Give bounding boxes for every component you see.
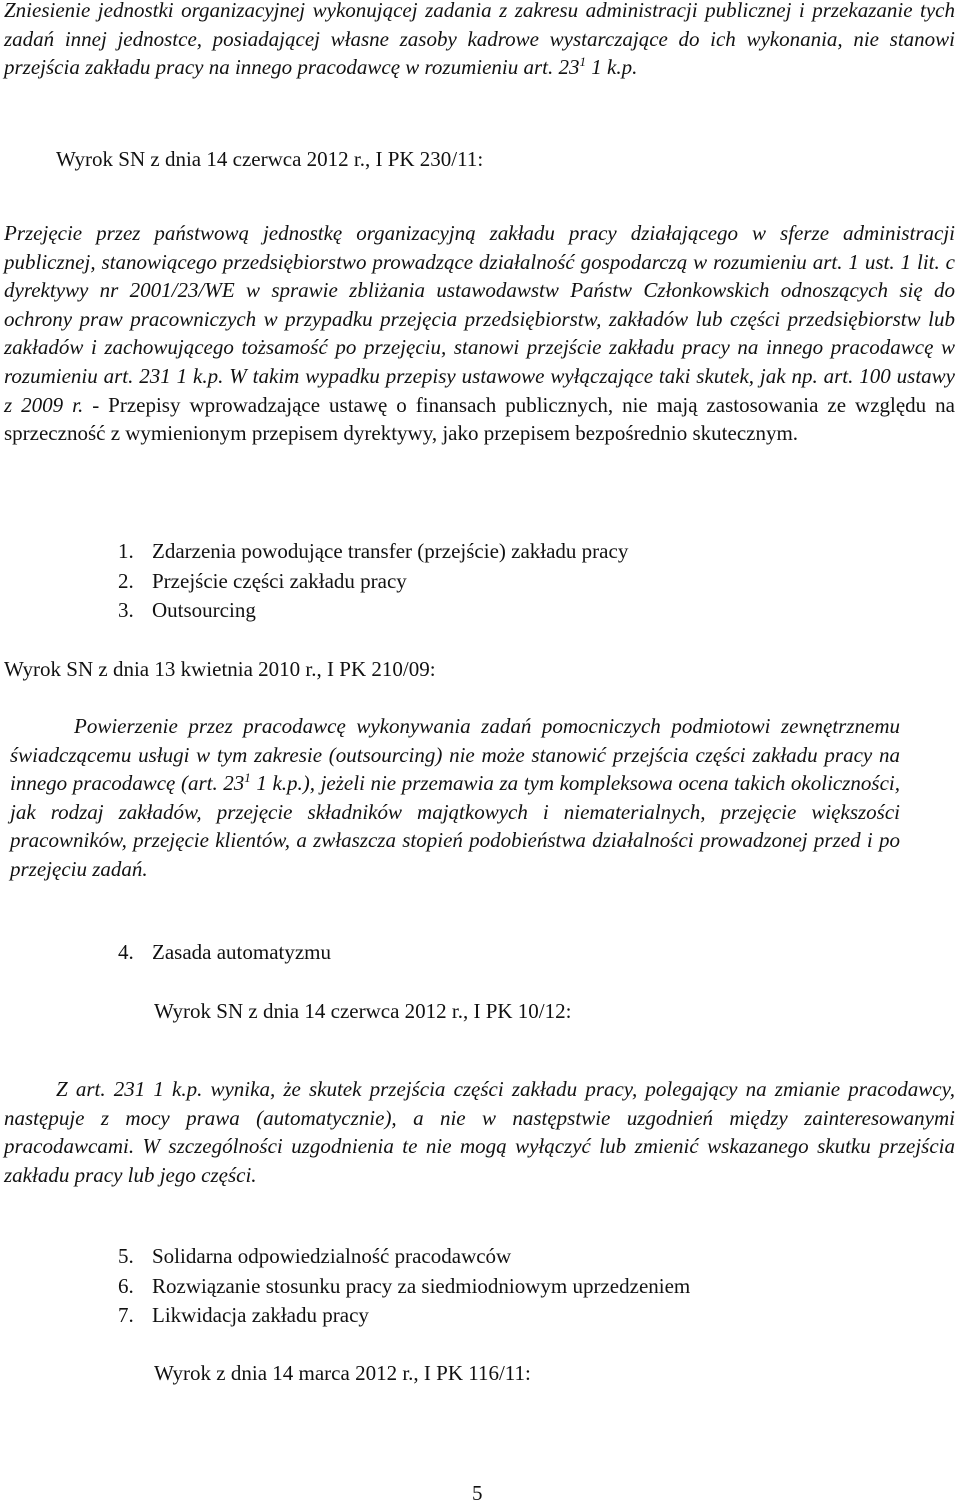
- page-number: 5: [472, 1481, 483, 1505]
- list-item: [118, 537, 628, 567]
- list-item-text: Rozwiązanie stosunku pracy za siedmiodniowym uprzedzeniem: [152, 1273, 691, 1298]
- thesis-2-italic-text: Przejęcie przez państwową jednostkę organizacyjną zakładu pracy działającego w sferze administracji publicznej, stanowiącego przedsiębiorstwo prowadzące działalność gospodarczą w rozumieniu art. 1 ust. 1 lit. c dyrektywy nr 2001/23/WE w sprawie zbliżania ustawodawstw Państw Członkowskich odnoszących się do ochrony praw pracowniczych w przypadku przejęcia przedsiębiorstw, zakładów lub części przedsiębiorstw lub zakładów i zachowującego tożsamość po przejęciu, stanowi przejście zakładu pracy na innego pracodawcę w rozumieniu art. 231 1 k.p. W takim wypadku przepisy ustawowe wyłączające taki skutek, jak np. art. 100 ustawy z 2009 r.: [4, 221, 955, 417]
- list-item: [118, 596, 628, 626]
- thesis-1-text: Zniesienie jednostki organizacyjnej wykonującej zadania z zakresu administracji publicznej i przekazanie tych zadań innej jednostce, posiadającej własne zasoby kadrowe wystarczające do ich wykonania, nie stanowi przejścia zakładu pracy na innego pracodawcę w rozumieniu art. 23: [4, 0, 955, 80]
- list-item-number: 5.: [118, 1244, 134, 1268]
- numbered-list-2: [118, 938, 331, 968]
- list-item: [118, 1242, 690, 1272]
- list-item-number: 3.: [118, 598, 134, 622]
- ruling-heading-2: Wyrok SN z dnia 13 kwietnia 2010 r., I PK 210/09:: [4, 657, 436, 681]
- list-item-number: 4.: [118, 940, 134, 964]
- thesis-3-superscript: 1: [244, 770, 251, 786]
- list-item-number: 7.: [118, 1303, 134, 1327]
- thesis-paragraph-2: [4, 219, 955, 448]
- list-item-text: Likwidacja zakładu pracy: [152, 1303, 369, 1327]
- list-item-number: 1.: [118, 539, 134, 563]
- thesis-paragraph-4: [4, 1075, 955, 1189]
- list-item-text: Przejście części zakładu pracy: [152, 568, 407, 593]
- list-item-text: Outsourcing: [152, 598, 256, 622]
- thesis-paragraph-1: [4, 0, 955, 82]
- thesis-3-text-end: 1 k.p.), jeżeli nie przemawia za tym kompleksowa ocena takich okoliczności, jak rodzaj zakładów, przejęcie składników majątkowych i niematerialnych, przejęcie większości pracowników, przejęcie klientów, a zwłaszcza stopień podobieństwa działalności prowadzonej przed i po przejęciu zadań.: [10, 771, 900, 881]
- list-item: [118, 1301, 690, 1331]
- ruling-heading-1: Wyrok SN z dnia 14 czerwca 2012 r., I PK 230/11:: [56, 147, 484, 171]
- ruling-heading-4: Wyrok z dnia 14 marca 2012 r., I PK 116/11:: [154, 1361, 531, 1385]
- list-item: [118, 567, 628, 597]
- list-item-text: Zdarzenia powodujące transfer (przejście) zakładu pracy: [152, 539, 629, 563]
- thesis-3-text: Powierzenie przez pracodawcę wykonywania zadań pomocniczych podmiotowi zewnętrznemu świadczącemu usługi w tym zakresie (outsourcing) nie może stanowić przejścia części zakładu pracy na innego pracodawcę (art. 23: [10, 714, 900, 796]
- ruling-heading-3: Wyrok SN z dnia 14 czerwca 2012 r., I PK 10/12:: [154, 999, 572, 1023]
- list-item: [118, 1272, 690, 1302]
- thesis-1-superscript: 1: [579, 54, 587, 70]
- thesis-1-text-end: 1 k.p.: [586, 55, 638, 80]
- thesis-paragraph-3: [10, 712, 900, 884]
- numbered-list-1: [118, 537, 628, 626]
- list-item-text: Zasada automatyzmu: [152, 940, 332, 964]
- thesis-4-text: Z art. 231 1 k.p. wynika, że skutek przejścia części zakładu pracy, polegający na zmianie pracodawcy, następuje z mocy prawa (automatycznie), a nie w następstwie uzgodnień między zainteresowanymi pracodawcami. W szczególności uzgodnienia te nie mogą wyłączyć lub zmienić wskazanego skutku przejścia zakładu pracy lub jego części.: [4, 1077, 955, 1187]
- list-item: [118, 938, 331, 968]
- thesis-2-regular-text: - Przepisy wprowadzające ustawę o finansach publicznych, nie mają zastosowania ze względu na sprzeczność z wymienionym przepisem dyrektywy, jako przepisem bezpośrednio skutecznym.: [4, 392, 955, 446]
- list-item-number: 2.: [118, 568, 134, 593]
- list-item-text: Solidarna odpowiedzialność pracodawców: [152, 1244, 512, 1268]
- list-item-number: 6.: [118, 1273, 134, 1298]
- numbered-list-3: [118, 1242, 690, 1331]
